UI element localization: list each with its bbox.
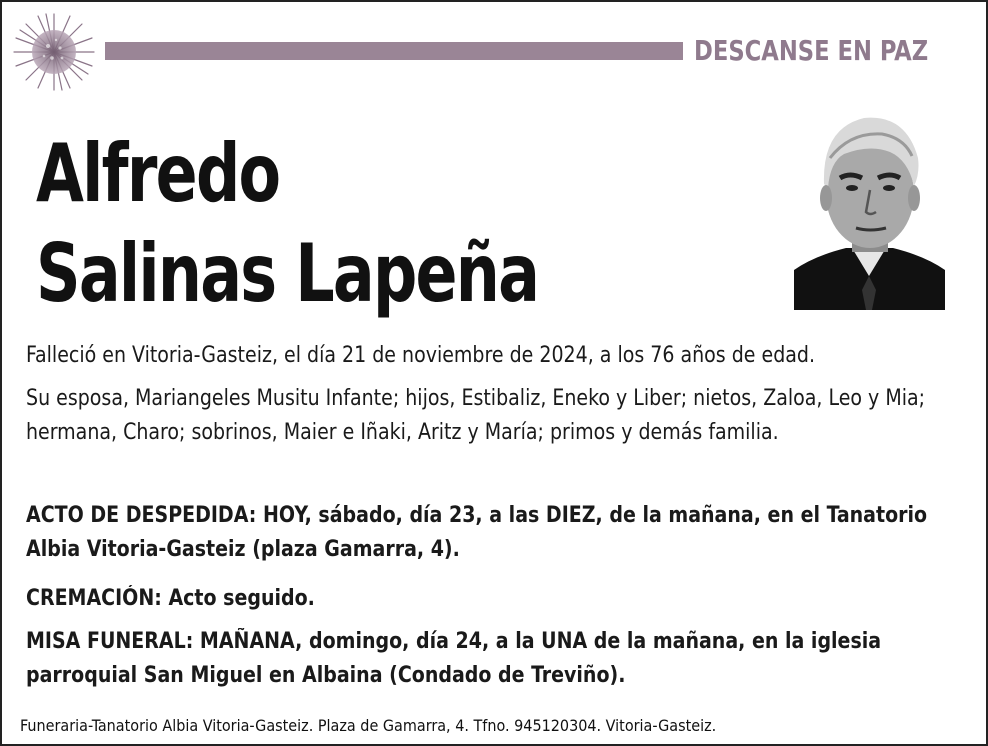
deceased-first-name: Alfredo <box>36 127 280 220</box>
header-bar <box>105 42 683 60</box>
header-label: DESCANSE EN PAZ <box>694 34 929 67</box>
deceased-surnames: Salinas Lapeña <box>36 227 539 320</box>
family-list: Su esposa, Mariangeles Musitu Infante; hijos, Estibaliz, Eneko y Liber; nietos, Zaloa, Leo y Mia; hermana, Charo; sobrinos, Maier e Iñaki, Aritz y María; primos y demás familia. <box>26 386 926 445</box>
funeral-home-footer: Funeraria-Tanatorio Albia Vitoria-Gasteiz. Plaza de Gamarra, 4. Tfno. 945120304. Vitoria-Gasteiz. <box>20 716 717 735</box>
funeral-mass: MISA FUNERAL: MAÑANA, domingo, día 24, a la UNA de la mañana, en la iglesia parroquial San Miguel en Albaina (Condado de Treviño). <box>26 629 882 688</box>
death-notice: Falleció en Vitoria-Gasteiz, el día 21 de noviembre de 2024, a los 76 años de edad. <box>26 343 816 368</box>
cremation-notice: CREMACIÓN: Acto seguido. <box>26 586 315 611</box>
farewell-ceremony: ACTO DE DESPEDIDA: HOY, sábado, día 23, a las DIEZ, de la mañana, en el Tanatorio Albia Vitoria-Gasteiz (plaza Gamarra, 4). <box>26 503 928 562</box>
thistle-flower-icon <box>8 10 100 94</box>
portrait-photo <box>794 98 945 310</box>
